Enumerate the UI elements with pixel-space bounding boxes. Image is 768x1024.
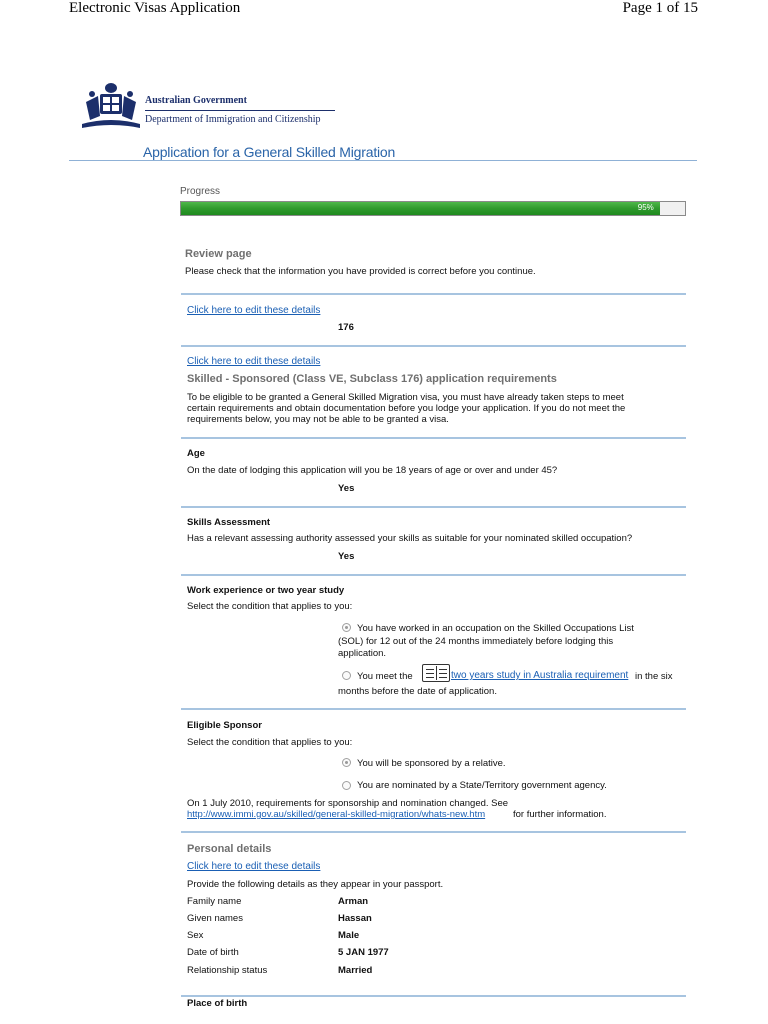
given-names-value: Hassan <box>338 913 372 924</box>
progress-bar <box>180 201 686 216</box>
logo-government-text: Australian Government <box>145 95 247 106</box>
section-divider <box>181 437 686 439</box>
work-option-2-post: in the six <box>635 671 673 682</box>
relationship-status-value: Married <box>338 965 373 976</box>
sex-label: Sex <box>187 930 204 941</box>
age-answer: Yes <box>338 483 355 494</box>
review-instruction: Please check that the information you have provided is correct before you continue. <box>185 266 536 277</box>
logo-department-text: Department of Immigration and Citizenship <box>145 114 321 125</box>
work-option-2-pre: You meet the <box>357 671 413 682</box>
personal-heading: Personal details <box>187 843 272 855</box>
sponsor-note-post: for further information. <box>513 809 607 820</box>
page-title: Application for a General Skilled Migration <box>143 144 396 160</box>
sponsor-option-1-label: You will be sponsored by a relative. <box>357 758 506 769</box>
work-option-2-line-2: months before the date of application. <box>338 686 497 697</box>
personal-instruction: Provide the following details as they appear in your passport. <box>187 879 444 890</box>
section-divider <box>181 831 686 833</box>
requirements-line-3: requirements below, you may not be able to be granted a visa. <box>187 414 449 425</box>
section-divider <box>181 574 686 576</box>
sponsor-note: On 1 July 2010, requirements for sponsorship and nomination changed. See <box>187 798 509 809</box>
section-divider <box>181 293 686 295</box>
sponsor-option-1-radio[interactable] <box>342 758 351 767</box>
edit-visa-details-link[interactable]: Click here to edit these details <box>187 305 321 316</box>
date-of-birth-value: 5 JAN 1977 <box>338 947 389 958</box>
section-divider <box>181 708 686 710</box>
requirements-line-1: To be eligible to be granted a General Skilled Migration visa, you must have already taken steps to meet <box>187 392 624 403</box>
print-header-title: Electronic Visas Application <box>69 0 241 16</box>
sponsor-option-2-radio[interactable] <box>342 781 351 790</box>
date-of-birth-label: Date of birth <box>187 947 239 958</box>
whats-new-link[interactable]: http://www.immi.gov.au/skilled/general-skilled-migration/whats-new.htm <box>187 809 486 820</box>
requirements-line-2: certain requirements and obtain documentation before you lodge your application. If you do not meet the <box>187 403 626 414</box>
section-divider <box>181 345 686 347</box>
skills-answer: Yes <box>338 551 355 562</box>
edit-personal-details-link[interactable]: Click here to edit these details <box>187 861 321 872</box>
relationship-status-label: Relationship status <box>187 965 268 976</box>
sponsor-option-2-label: You are nominated by a State/Territory government agency. <box>357 780 607 791</box>
family-name-value: Arman <box>338 896 369 907</box>
family-name-label: Family name <box>187 896 242 907</box>
progress-label: Progress <box>180 186 221 197</box>
sex-value: Male <box>338 930 360 941</box>
sponsor-instruction: Select the condition that applies to you: <box>187 737 353 748</box>
coat-of-arms-logo <box>80 80 142 130</box>
given-names-label: Given names <box>187 913 243 924</box>
age-question: On the date of lodging this application will you be 18 years of age or over and under 45? <box>187 465 558 476</box>
requirements-heading: Skilled - Sponsored (Class VE, Subclass 176) application requirements <box>187 373 557 385</box>
skills-heading: Skills Assessment <box>187 517 271 528</box>
print-header-page: Page 1 of 15 <box>622 0 698 16</box>
logo-divider <box>145 110 335 111</box>
title-divider <box>69 160 697 161</box>
edit-requirements-link[interactable]: Click here to edit these details <box>187 356 321 367</box>
two-years-study-link[interactable]: two years study in Australia requirement <box>451 670 629 681</box>
progress-fill <box>181 202 660 215</box>
book-icon[interactable] <box>422 664 450 682</box>
age-heading: Age <box>187 448 205 459</box>
section-divider <box>181 506 686 508</box>
work-instruction: Select the condition that applies to you: <box>187 601 353 612</box>
work-option-1-line-2: (SOL) for 12 out of the 24 months immediately before lodging this <box>338 636 614 647</box>
work-option-1-radio[interactable] <box>342 623 351 632</box>
review-heading: Review page <box>185 248 252 260</box>
sponsor-heading: Eligible Sponsor <box>187 720 262 731</box>
progress-percent: 95% <box>637 203 654 212</box>
work-option-1-line-1: You have worked in an occupation on the Skilled Occupations List <box>357 623 634 634</box>
work-option-1-line-3: application. <box>338 648 387 659</box>
skills-question: Has a relevant assessing authority assessed your skills as suitable for your nominated skilled occupation? <box>187 533 633 544</box>
work-heading: Work experience or two year study <box>187 585 345 596</box>
visa-subclass-value: 176 <box>338 322 354 333</box>
section-divider <box>181 995 686 997</box>
work-option-2-radio[interactable] <box>342 671 351 680</box>
place-of-birth-heading: Place of birth <box>187 998 248 1009</box>
